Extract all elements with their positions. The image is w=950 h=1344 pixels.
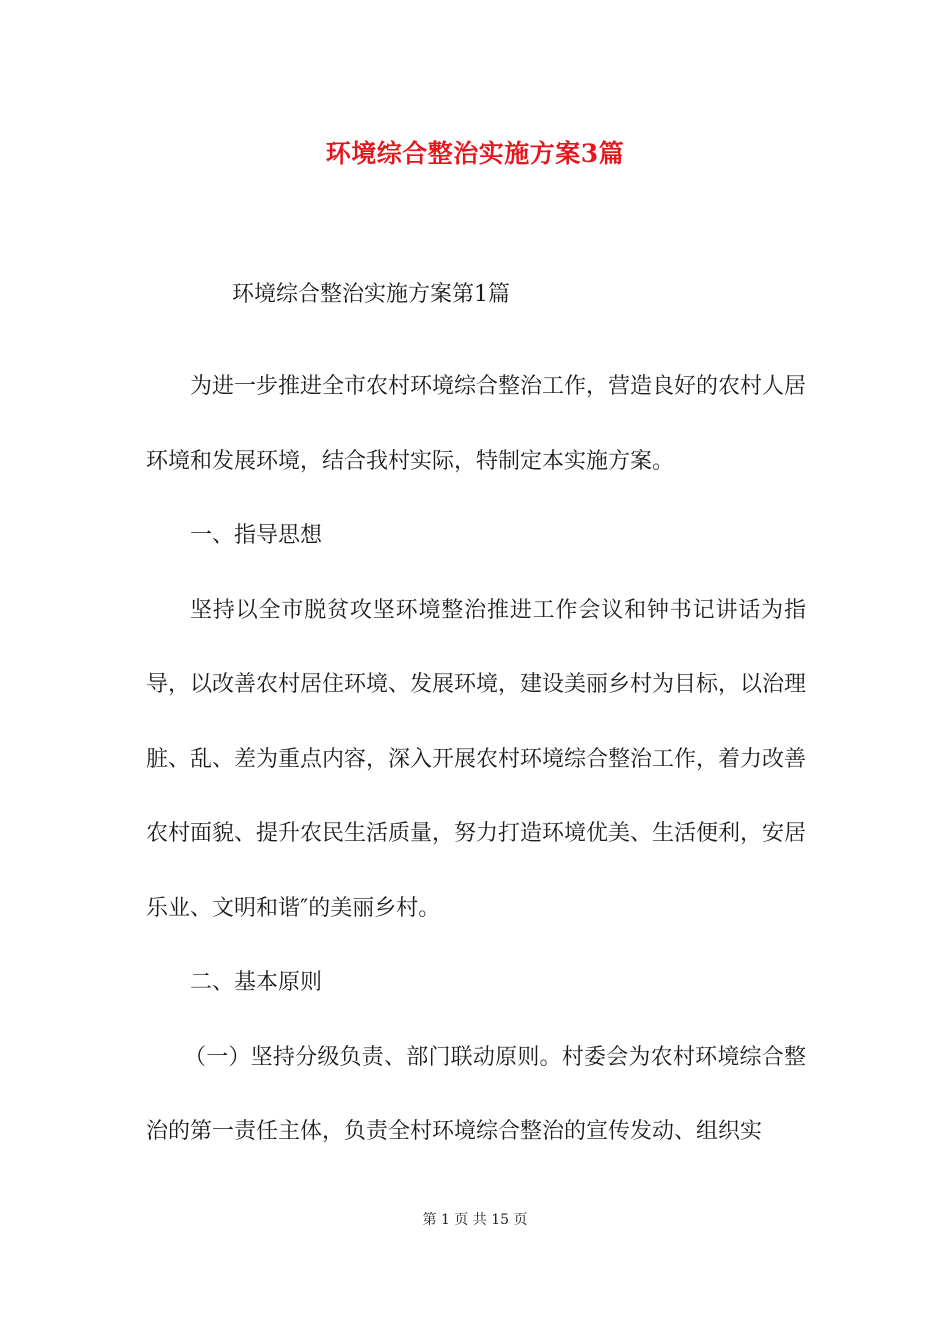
page-number-footer: 第 1 页 共 15 页 xyxy=(422,1212,528,1228)
principle-one-paragraph: （一）坚持分级负责、部门联动原则。村委会为农村环境综合整治的第一责任主体，负责全村环境综合整治的宣传发动、组织实 xyxy=(146,1044,806,1144)
document-title: 环境综合整治实施方案3篇 xyxy=(325,139,625,168)
section-subtitle: 环境综合整治实施方案第1篇 xyxy=(232,282,510,307)
heading-guiding-thought: 一、指导思想 xyxy=(190,523,323,548)
heading-basic-principles: 二、基本原则 xyxy=(190,970,323,995)
intro-paragraph: 为进一步推进全市农村环境综合整治工作，营造良好的农村人居环境和发展环境，结合我村实际，特制定本实施方案。 xyxy=(146,374,807,474)
guiding-thought-paragraph: 坚持以全市脱贫攻坚环境整治推进工作会议和钟书记讲话为指导，以改善农村居住环境、发展环境，建设美丽乡村为目标，以治理脏、乱、差为重点内容，深入开展农村环境综合整治工作，着力改善农村面貌、提升农民生活质量，努力打造环境优美、生活便利，安居乐业、文明和谐″的美丽乡村。 xyxy=(146,597,807,921)
document-body xyxy=(146,350,806,1170)
